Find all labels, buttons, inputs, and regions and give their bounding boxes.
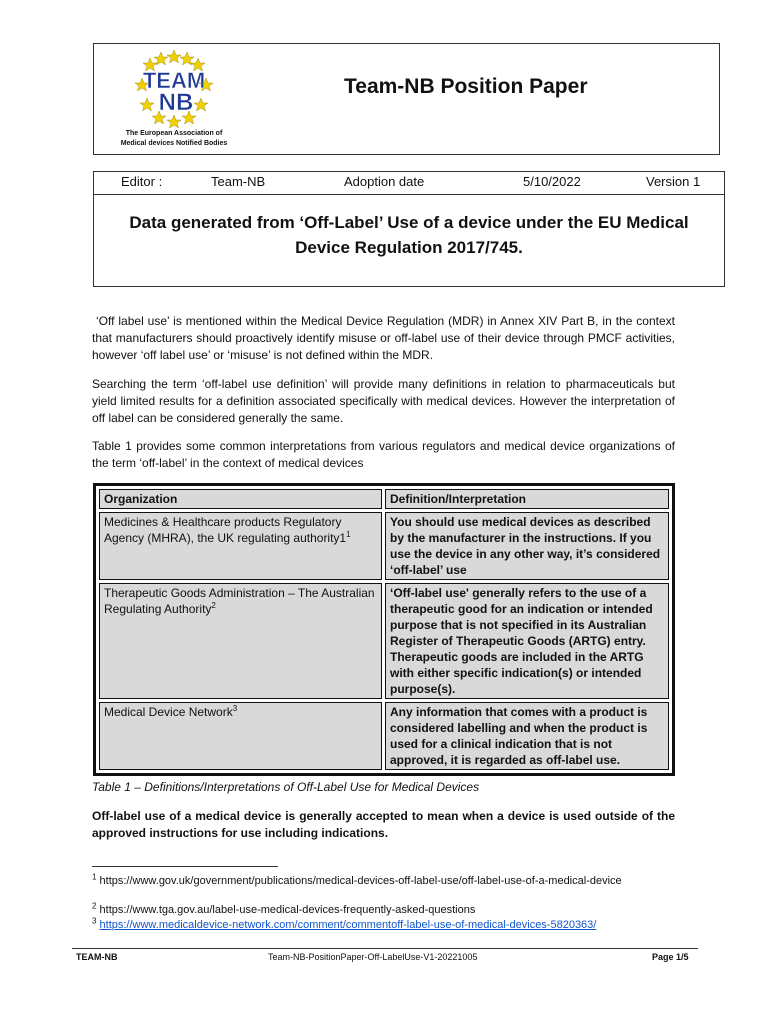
header-title: Team-NB Position Paper xyxy=(344,75,588,98)
logo-caption-line-2: Medical devices Notified Bodies xyxy=(120,140,228,147)
footnote-url: https://www.tga.gov.au/label-use-medical-devices-frequently-asked-questions xyxy=(99,904,476,916)
paragraph-1: ‘Off label use’ is mentioned within the Medical Device Regulation (MDR) in Annex XIV Part B, in the context that manufacturers should proactively identify misuse or off-label use of their device through PMCF activities, however ‘off label use’ or ‘misuse’ is not defined within the MDR. xyxy=(92,314,675,362)
footnote-ref: 3 xyxy=(232,704,238,713)
paragraph-3: Table 1 provides some common interpretations from various regulators and medical device organizations of the term ‘off-label’ in the context of medical devices xyxy=(92,439,675,470)
definitions-table xyxy=(93,483,675,776)
document-title xyxy=(94,210,724,260)
table-cell-organization xyxy=(99,583,382,699)
logo-emblem xyxy=(129,48,219,130)
info-row xyxy=(94,172,724,195)
footer-org: TEAM-NB xyxy=(76,952,118,962)
editor-label: Editor : xyxy=(121,174,163,189)
paragraph-2: Searching the term ‘off-label use definition’ will provide many definitions in relation to pharmaceuticals but yield limited results for a definition associated specifically with medical devices. However the interpretation of off label can be considered generally the same. xyxy=(92,377,675,425)
logo-text-team: TEAM xyxy=(142,68,206,93)
footnote-2 xyxy=(92,903,675,918)
table-row xyxy=(99,512,669,580)
adoption-date-label: Adoption date xyxy=(344,174,425,189)
document-title-line-1: Data generated from ‘Off-Label’ Use of a device under the EU Medical xyxy=(129,213,689,232)
logo-text-nb: NB xyxy=(158,89,194,116)
footnote-number: 1 xyxy=(92,872,97,882)
table-header-row xyxy=(99,489,669,509)
table-cell-definition: ‘Off-label use' generally refers to the use of a therapeutic good for an indication or intended purpose that is not specified in its Australian Register of Therapeutic Goods (ARTG) entry. Therapeutic goods are included in the ARTG with either specific indication(s) or intended purpose(s). xyxy=(385,583,669,699)
document-title-line-2: Device Regulation 2017/745. xyxy=(295,238,523,257)
table-cell-definition: You should use medical devices as described by the manufacturer in the instructions. If you use the device in any other way, it’s considered ‘off-label’ use xyxy=(385,512,669,580)
table-cell-organization xyxy=(99,512,382,580)
organization-name: Therapeutic Goods Administration – The Australian Regulating Authority xyxy=(104,586,375,616)
table-row xyxy=(99,583,669,699)
footnote-ref: 1 xyxy=(346,530,351,539)
editor-value: Team-NB xyxy=(211,174,266,189)
document-info-box xyxy=(93,171,725,287)
paragraph-4: Off-label use of a medical device is generally accepted to mean when a device is used outside of the approved instructions for use including indications. xyxy=(92,809,675,840)
organization-name: Medical Device Network xyxy=(104,705,233,719)
footnote-1 xyxy=(92,874,675,889)
organization-name: Medicines & Healthcare products Regulatory Agency (MHRA), the UK regulating authority1 xyxy=(104,515,347,545)
footer-divider xyxy=(72,948,698,949)
footnote-url: https://www.gov.uk/government/publications/medical-devices-off-label-use/off-label-use-of-a-medical-device xyxy=(99,875,622,887)
footnote-number: 3 xyxy=(92,916,97,926)
logo-caption xyxy=(104,129,244,149)
table-caption: Table 1 – Definitions/Interpretations of Off-Label Use for Medical Devices xyxy=(92,780,480,794)
version-label: Version 1 xyxy=(646,174,701,189)
footnote-ref: 2 xyxy=(211,601,216,610)
adoption-date-value: 5/10/2022 xyxy=(523,174,581,189)
table-row xyxy=(99,702,669,770)
table-cell-organization xyxy=(99,702,382,770)
footnote-3 xyxy=(92,918,675,933)
footer-doc-id: Team-NB-PositionPaper-Off-LabelUse-V1-20221005 xyxy=(268,952,478,962)
team-nb-logo xyxy=(104,48,244,153)
footnote-link[interactable]: https://www.medicaldevice-network.com/comment/commentoff-label-use-of-medical-devices-5820363/ xyxy=(99,919,597,931)
table-cell-definition: Any information that comes with a product is considered labelling and when the product is used for a clinical indication that is not approved, it is regarded as off-label use. xyxy=(385,702,669,770)
header-box xyxy=(93,43,720,155)
logo-caption-line-1: The European Association of xyxy=(125,130,223,137)
column-header-definition: Definition/Interpretation xyxy=(385,489,669,509)
column-header-organization: Organization xyxy=(99,489,382,509)
footnote-divider xyxy=(92,866,278,867)
footer-page-number: Page 1/5 xyxy=(652,952,689,962)
footnote-number: 2 xyxy=(92,901,97,911)
